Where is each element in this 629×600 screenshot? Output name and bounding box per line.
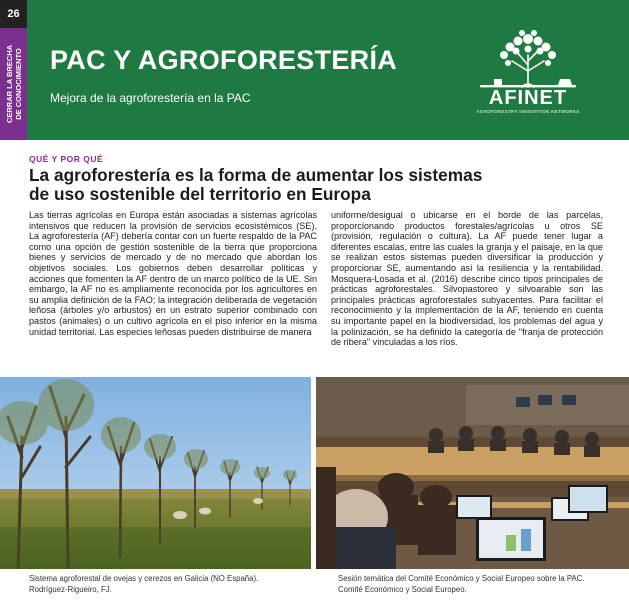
committee-session-photo [316,377,629,569]
side-tab-line1: CERRAR LA BRECHA [5,44,14,124]
photo-caption-right [338,573,628,595]
page-title: PAC Y AGROFORESTERÍA [50,45,398,75]
side-tab-label [1,32,27,136]
article-column-right: uniforme/desigual o ubicarse en el borde de las parcelas, proporcionando productos forestales/agrícolas u otros SE (provisión, regulación o cultura). La AF puede tener lugar a diferentes escalas, entre las cuales la granja y el paisaje, en la que se realizan estos sistemas pueden diversificar la producción y proporcionar SE, aumentando así la resiliencia y la rentabilidad. Mosquera-Losada et al. (2016) describe cinco tipos principales de prácticas agroforestales. Silvopastoreo y silvoarable son las principales prácticas agroforestales subyacentes. Para facilitar el reconocimiento y la implementación de la AF, teniendo en cuenta su importante papel en la biodiversidad, los problemas del agua y la polinización, se ha definido la categoría de "franja de protección de ribera" vinculadas a los ríos. [331,210,603,348]
section-kicker: QUÉ Y POR QUÉ [29,154,104,164]
orchard-sheep-photo [0,377,311,569]
page-number: 26 [0,0,27,28]
logo-tagline: AGROFORESTRY INNOVATION NETWORKS [476,109,580,114]
article-headline: La agroforestería es la forma de aumentar los sistemas de uso sostenible del territorio en Europa [29,165,483,204]
photo-caption-left-line2: Rodríguez-Rigueiro, FJ. [29,585,112,594]
photo-caption-left [29,573,314,595]
page-subtitle: Mejora de la agroforestería en la PAC [50,91,251,105]
article-column-left: Las tierras agrícolas en Europa están asociadas a sistemas agrícolas intensivos que reducen la provisión de servicios ecosistémicos (SE). La agroforestería (AF) debería contar con un fuerte respaldo de la PAC como una opción de gestión sostenible de la tierra que proporciona bienes y servicios de mercado y de no mercado que abordan los objetivos sociales. Los gobiernos deben desarrollar políticas y acciones que fomenten la AF dentro de un marco político de la UE. Sin embargo, la AF no es ampliamente reconocida por los agricultores en su amplia definición de la FAO; la integración deliberada de vegetación leñosa (árboles y/o arbustos) en un estrato superior combinado con pastos (animales) o un cultivo agrícola en el piso inferior en la misma unidad territorial. Las especies leñosas pueden distribuirse de manera [29,210,317,337]
logo-name: AFINET [488,87,568,109]
photo-caption-right-line1: Sesión temática del Comité Económico y Social Europeo sobre la PAC. [338,574,585,583]
side-tab-line2: DE CONOCIMIENTO [14,48,23,120]
photo-caption-left-line1: Sistema agroforestal de ovejas y cerezos en Galicia (NO España). [29,574,259,583]
photo-caption-right-line2: Comité Económico y Social Europeo. [338,585,467,594]
